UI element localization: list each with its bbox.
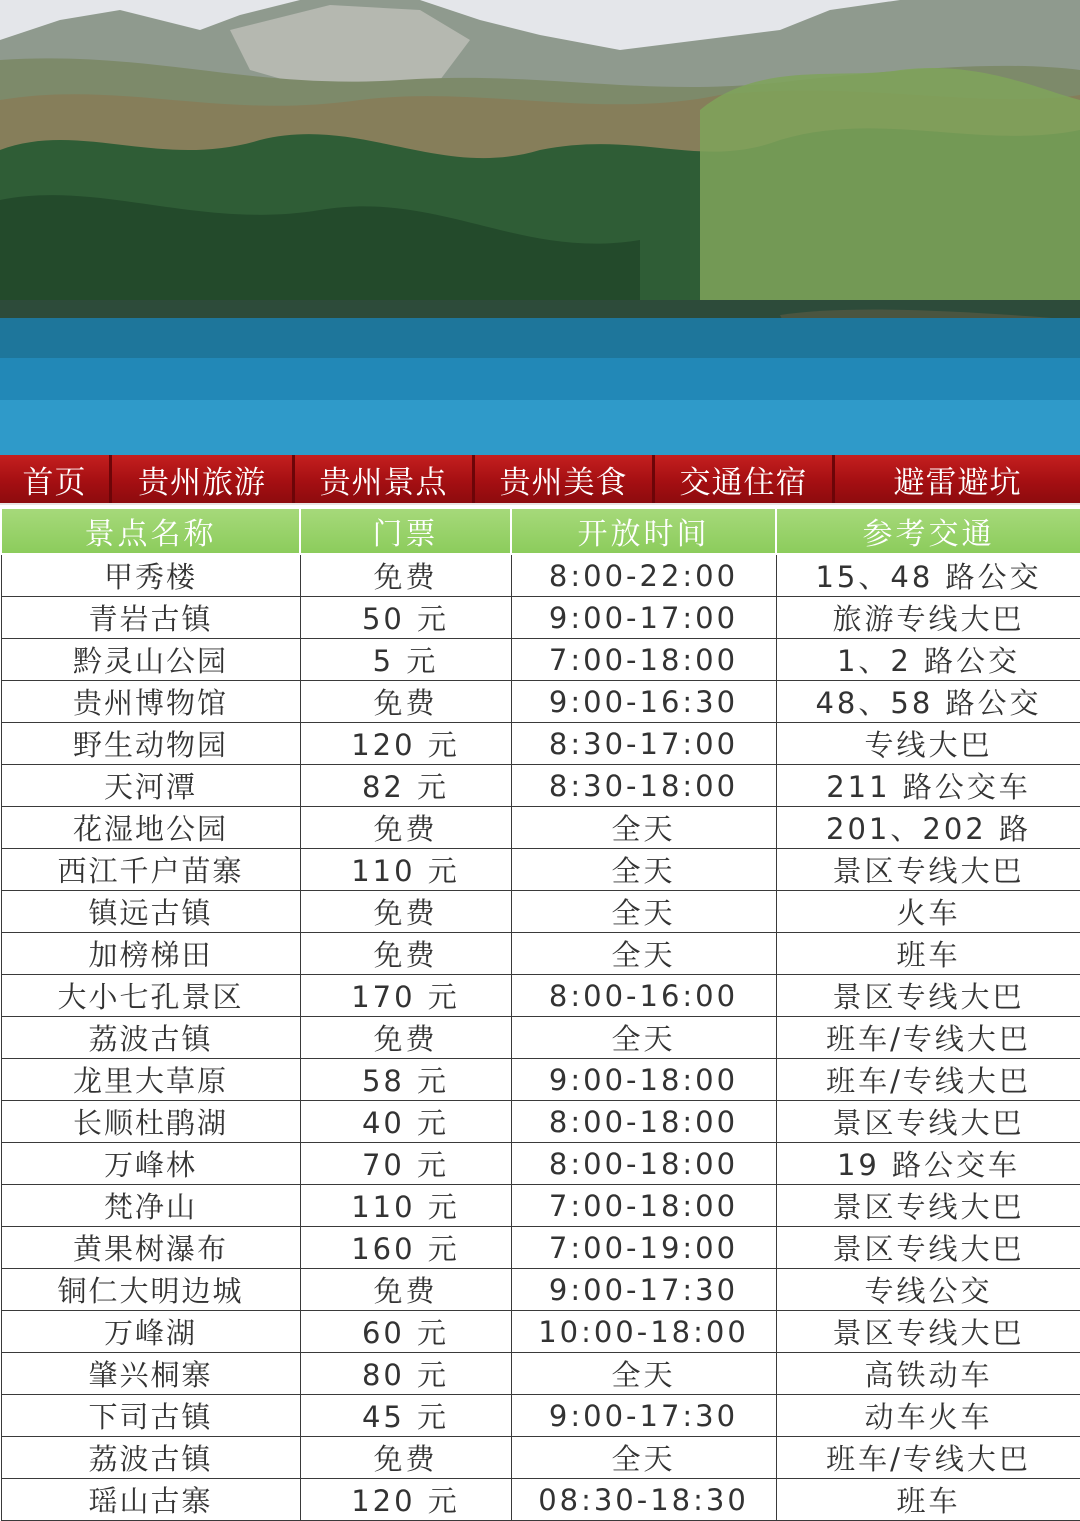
table-row xyxy=(1,723,1080,765)
nav-item-guizhou-attractions[interactable]: 贵州景点 xyxy=(295,455,475,503)
hero-landscape-image xyxy=(0,0,1080,455)
cell-transport: 专线大巴 xyxy=(776,723,1080,765)
cell-attraction-name: 梵净山 xyxy=(1,1185,300,1227)
cell-attraction-name: 万峰林 xyxy=(1,1143,300,1185)
cell-opening-hours: 9:00-16:30 xyxy=(511,681,776,723)
cell-ticket: 110 元 xyxy=(300,849,511,891)
landscape-illustration xyxy=(0,0,1080,455)
cell-ticket: 120 元 xyxy=(300,1479,511,1521)
table-row xyxy=(1,1185,1080,1227)
cell-transport: 景区专线大巴 xyxy=(776,1101,1080,1143)
attractions-table-container xyxy=(0,507,1080,1521)
cell-attraction-name: 肇兴桐寨 xyxy=(1,1353,300,1395)
cell-opening-hours: 全天 xyxy=(511,1437,776,1479)
cell-attraction-name: 镇远古镇 xyxy=(1,891,300,933)
cell-ticket: 免费 xyxy=(300,1017,511,1059)
table-row xyxy=(1,1017,1080,1059)
cell-attraction-name: 大小七孔景区 xyxy=(1,975,300,1017)
nav-item-transport-lodging[interactable]: 交通住宿 xyxy=(655,455,835,503)
cell-transport: 景区专线大巴 xyxy=(776,975,1080,1017)
cell-ticket: 免费 xyxy=(300,807,511,849)
cell-attraction-name: 龙里大草原 xyxy=(1,1059,300,1101)
cell-transport: 班车 xyxy=(776,933,1080,975)
cell-attraction-name: 荔波古镇 xyxy=(1,1437,300,1479)
cell-attraction-name: 荔波古镇 xyxy=(1,1017,300,1059)
table-row xyxy=(1,807,1080,849)
cell-transport: 高铁动车 xyxy=(776,1353,1080,1395)
cell-transport: 火车 xyxy=(776,891,1080,933)
cell-ticket: 45 元 xyxy=(300,1395,511,1437)
cell-opening-hours: 9:00-17:30 xyxy=(511,1395,776,1437)
table-row xyxy=(1,933,1080,975)
nav-item-guizhou-travel[interactable]: 贵州旅游 xyxy=(112,455,295,503)
cell-ticket: 免费 xyxy=(300,891,511,933)
table-row xyxy=(1,1479,1080,1521)
cell-opening-hours: 7:00-18:00 xyxy=(511,639,776,681)
cell-transport: 专线公交 xyxy=(776,1269,1080,1311)
header-attraction-name: 景点名称 xyxy=(1,508,300,554)
cell-opening-hours: 9:00-17:30 xyxy=(511,1269,776,1311)
cell-ticket: 160 元 xyxy=(300,1227,511,1269)
cell-attraction-name: 野生动物园 xyxy=(1,723,300,765)
cell-transport: 班车 xyxy=(776,1479,1080,1521)
cell-ticket: 免费 xyxy=(300,681,511,723)
table-row xyxy=(1,1101,1080,1143)
cell-attraction-name: 铜仁大明边城 xyxy=(1,1269,300,1311)
cell-opening-hours: 8:00-18:00 xyxy=(511,1143,776,1185)
table-row xyxy=(1,1311,1080,1353)
table-header-row xyxy=(1,508,1080,554)
attractions-table xyxy=(0,507,1080,1521)
cell-opening-hours: 10:00-18:00 xyxy=(511,1311,776,1353)
cell-opening-hours: 全天 xyxy=(511,1353,776,1395)
table-row xyxy=(1,1437,1080,1479)
cell-opening-hours: 全天 xyxy=(511,891,776,933)
cell-attraction-name: 青岩古镇 xyxy=(1,597,300,639)
cell-transport: 动车火车 xyxy=(776,1395,1080,1437)
cell-attraction-name: 万峰湖 xyxy=(1,1311,300,1353)
cell-attraction-name: 天河潭 xyxy=(1,765,300,807)
table-row xyxy=(1,597,1080,639)
cell-transport: 景区专线大巴 xyxy=(776,1185,1080,1227)
header-transport: 参考交通 xyxy=(776,508,1080,554)
nav-bar xyxy=(0,455,1080,505)
cell-transport: 15、48 路公交 xyxy=(776,554,1080,597)
table-row xyxy=(1,891,1080,933)
table-row xyxy=(1,1395,1080,1437)
table-row xyxy=(1,1143,1080,1185)
cell-transport: 48、58 路公交 xyxy=(776,681,1080,723)
cell-transport: 班车/专线大巴 xyxy=(776,1437,1080,1479)
cell-transport: 景区专线大巴 xyxy=(776,1311,1080,1353)
cell-transport: 1、2 路公交 xyxy=(776,639,1080,681)
cell-attraction-name: 甲秀楼 xyxy=(1,554,300,597)
cell-transport: 19 路公交车 xyxy=(776,1143,1080,1185)
cell-transport: 班车/专线大巴 xyxy=(776,1017,1080,1059)
table-row xyxy=(1,765,1080,807)
cell-attraction-name: 瑶山古寨 xyxy=(1,1479,300,1521)
cell-attraction-name: 西江千户苗寨 xyxy=(1,849,300,891)
cell-ticket: 120 元 xyxy=(300,723,511,765)
cell-ticket: 5 元 xyxy=(300,639,511,681)
cell-ticket: 80 元 xyxy=(300,1353,511,1395)
cell-opening-hours: 08:30-18:30 xyxy=(511,1479,776,1521)
table-row xyxy=(1,554,1080,597)
cell-attraction-name: 贵州博物馆 xyxy=(1,681,300,723)
cell-ticket: 70 元 xyxy=(300,1143,511,1185)
table-row xyxy=(1,1353,1080,1395)
header-opening-hours: 开放时间 xyxy=(511,508,776,554)
cell-transport: 景区专线大巴 xyxy=(776,1227,1080,1269)
cell-transport: 211 路公交车 xyxy=(776,765,1080,807)
table-row xyxy=(1,1269,1080,1311)
cell-opening-hours: 8:00-22:00 xyxy=(511,554,776,597)
table-row xyxy=(1,849,1080,891)
cell-attraction-name: 加榜梯田 xyxy=(1,933,300,975)
cell-ticket: 60 元 xyxy=(300,1311,511,1353)
table-row xyxy=(1,1227,1080,1269)
cell-opening-hours: 8:00-16:00 xyxy=(511,975,776,1017)
cell-attraction-name: 下司古镇 xyxy=(1,1395,300,1437)
cell-opening-hours: 全天 xyxy=(511,1017,776,1059)
cell-ticket: 免费 xyxy=(300,1269,511,1311)
nav-item-guizhou-food[interactable]: 贵州美食 xyxy=(475,455,655,503)
cell-ticket: 免费 xyxy=(300,554,511,597)
cell-opening-hours: 9:00-18:00 xyxy=(511,1059,776,1101)
cell-ticket: 40 元 xyxy=(300,1101,511,1143)
cell-ticket: 58 元 xyxy=(300,1059,511,1101)
cell-attraction-name: 黄果树瀑布 xyxy=(1,1227,300,1269)
cell-ticket: 82 元 xyxy=(300,765,511,807)
cell-opening-hours: 全天 xyxy=(511,849,776,891)
cell-ticket: 免费 xyxy=(300,933,511,975)
cell-ticket: 110 元 xyxy=(300,1185,511,1227)
cell-opening-hours: 全天 xyxy=(511,933,776,975)
cell-attraction-name: 黔灵山公园 xyxy=(1,639,300,681)
table-row xyxy=(1,639,1080,681)
table-row xyxy=(1,1059,1080,1101)
cell-transport: 班车/专线大巴 xyxy=(776,1059,1080,1101)
cell-ticket: 免费 xyxy=(300,1437,511,1479)
cell-transport: 景区专线大巴 xyxy=(776,849,1080,891)
cell-transport: 201、202 路 xyxy=(776,807,1080,849)
cell-opening-hours: 9:00-17:00 xyxy=(511,597,776,639)
nav-item-home[interactable]: 首页 xyxy=(0,455,112,503)
table-body xyxy=(1,554,1080,1521)
cell-attraction-name: 长顺杜鹃湖 xyxy=(1,1101,300,1143)
cell-ticket: 50 元 xyxy=(300,597,511,639)
cell-ticket: 170 元 xyxy=(300,975,511,1017)
cell-transport: 旅游专线大巴 xyxy=(776,597,1080,639)
table-row xyxy=(1,681,1080,723)
cell-opening-hours: 全天 xyxy=(511,807,776,849)
cell-opening-hours: 8:00-18:00 xyxy=(511,1101,776,1143)
table-row xyxy=(1,975,1080,1017)
cell-opening-hours: 7:00-19:00 xyxy=(511,1227,776,1269)
cell-attraction-name: 花湿地公园 xyxy=(1,807,300,849)
cell-opening-hours: 7:00-18:00 xyxy=(511,1185,776,1227)
header-ticket: 门票 xyxy=(300,508,511,554)
cell-opening-hours: 8:30-17:00 xyxy=(511,723,776,765)
nav-item-pitfalls[interactable]: 避雷避坑 xyxy=(893,464,1022,501)
cell-opening-hours: 8:30-18:00 xyxy=(511,765,776,807)
